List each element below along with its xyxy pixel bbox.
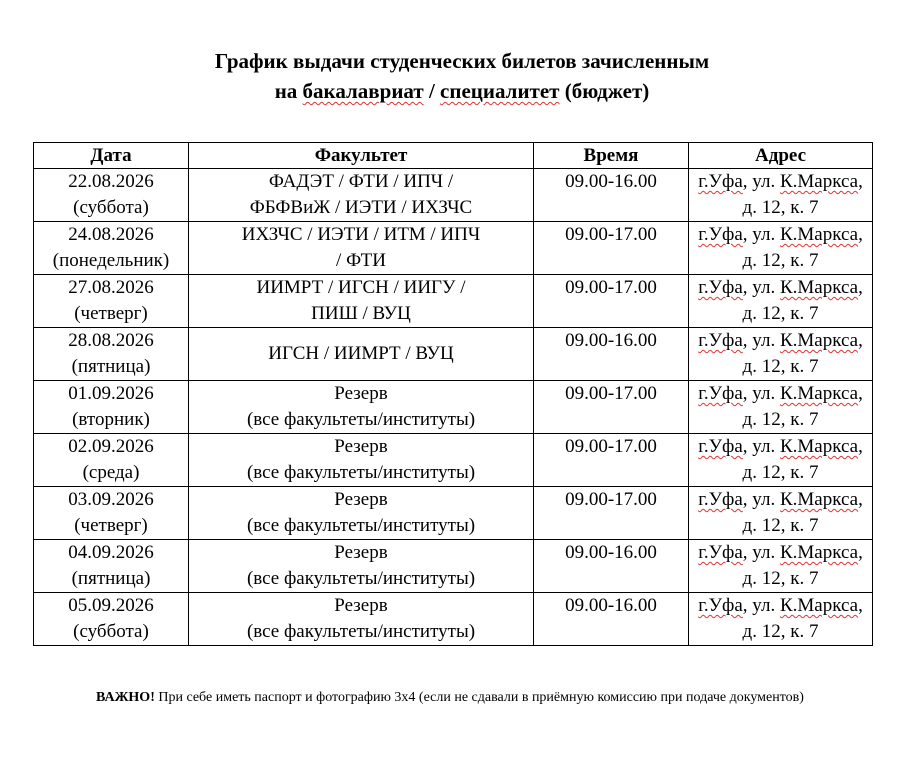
address-street-sep: , ул. [742, 277, 780, 298]
faculty-cell [189, 593, 534, 646]
address-street: К.Маркса [779, 436, 859, 457]
title-line-1: График выдачи студенческих билетов зачисленным [214, 49, 710, 73]
time-value: 09.00-16.00 [565, 595, 657, 616]
address-street-end: , [858, 330, 863, 351]
address-line-2: д. 12, к. 7 [742, 197, 819, 218]
address-street-sep: , ул. [742, 224, 780, 245]
faculty-line-1: Резерв [334, 436, 388, 457]
address-line-2: д. 12, к. 7 [742, 621, 819, 642]
address-line-2: д. 12, к. 7 [742, 303, 819, 324]
faculty-line-2: ФБФВиЖ / ИЭТИ / ИХЗЧС [249, 197, 473, 218]
address-line-1 [689, 540, 872, 566]
faculty-line-1: Резерв [334, 489, 388, 510]
table-header-row [34, 143, 873, 169]
address-line-1 [689, 434, 872, 460]
time-cell [534, 434, 689, 487]
address-street-end: , [858, 383, 863, 404]
faculty-line-1: ФАДЭТ / ФТИ / ИПЧ / [268, 171, 454, 192]
date-cell [34, 328, 189, 381]
address-cell [689, 169, 873, 222]
address-street-end: , [858, 595, 863, 616]
address-line-2: д. 12, к. 7 [742, 568, 819, 589]
date-cell [34, 487, 189, 540]
date-value: 28.08.2026 [68, 330, 154, 351]
date-cell [34, 275, 189, 328]
header-faculty: Факультет [189, 143, 534, 169]
faculty-line-1: Резерв [334, 542, 388, 563]
address-street: К.Маркса [779, 224, 859, 245]
faculty-line-1: ИГСН / ИИМРТ / ВУЦ [268, 343, 454, 364]
faculty-cell [189, 540, 534, 593]
faculty-line-1: ИИМРТ / ИГСН / ИИГУ / [256, 277, 466, 298]
table-row [34, 540, 873, 593]
date-value: 04.09.2026 [68, 542, 154, 563]
table-row [34, 487, 873, 540]
address-city: г.Уфа [698, 224, 743, 245]
address-street-end: , [858, 436, 863, 457]
address-cell [689, 328, 873, 381]
weekday-value: (понедельник) [52, 250, 170, 271]
table-row [34, 328, 873, 381]
weekday-value: (суббота) [73, 621, 149, 642]
time-value: 09.00-17.00 [565, 383, 657, 404]
faculty-line-2: (все факультеты/институты) [246, 515, 476, 536]
title-line-2 [0, 76, 924, 106]
faculty-cell [189, 381, 534, 434]
address-city: г.Уфа [698, 171, 743, 192]
date-value: 03.09.2026 [68, 489, 154, 510]
address-city: г.Уфа [698, 436, 743, 457]
time-cell [534, 540, 689, 593]
address-line-2: д. 12, к. 7 [742, 409, 819, 430]
date-value: 24.08.2026 [68, 224, 154, 245]
address-cell [689, 593, 873, 646]
table-row [34, 275, 873, 328]
address-cell [689, 487, 873, 540]
time-cell [534, 222, 689, 275]
table-row [34, 169, 873, 222]
date-value: 05.09.2026 [68, 595, 154, 616]
table-row [34, 381, 873, 434]
address-street-sep: , ул. [742, 171, 780, 192]
time-cell [534, 381, 689, 434]
title-line-2-suffix: (бюджет) [559, 79, 650, 103]
address-cell [689, 434, 873, 487]
faculty-cell [189, 169, 534, 222]
address-line-2: д. 12, к. 7 [742, 462, 819, 483]
date-cell [34, 540, 189, 593]
time-value: 09.00-16.00 [565, 542, 657, 563]
address-street-end: , [858, 171, 863, 192]
faculty-line-1: Резерв [334, 595, 388, 616]
faculty-line-2: ПИШ / ВУЦ [311, 303, 411, 324]
time-value: 09.00-17.00 [565, 277, 657, 298]
address-street-sep: , ул. [742, 330, 780, 351]
address-line-2: д. 12, к. 7 [742, 356, 819, 377]
schedule-table [33, 142, 873, 646]
table-row [34, 222, 873, 275]
address-street-end: , [858, 542, 863, 563]
table-row [34, 434, 873, 487]
table-row [34, 593, 873, 646]
date-value: 22.08.2026 [68, 171, 154, 192]
header-date: Дата [34, 143, 189, 169]
date-cell [34, 381, 189, 434]
address-street-sep: , ул. [742, 489, 780, 510]
weekday-value: (четверг) [74, 303, 148, 324]
faculty-line-2: (все факультеты/институты) [246, 462, 476, 483]
weekday-value: (суббота) [73, 197, 149, 218]
address-line-1 [689, 275, 872, 301]
faculty-line-2: / ФТИ [336, 250, 386, 271]
header-address: Адрес [689, 143, 873, 169]
document-title [0, 46, 924, 106]
address-line-1 [689, 328, 872, 354]
time-cell [534, 275, 689, 328]
address-line-1 [689, 381, 872, 407]
faculty-line-1: ИХЗЧС / ИЭТИ / ИТМ / ИПЧ [241, 224, 481, 245]
address-street: К.Маркса [779, 330, 859, 351]
address-line-1 [689, 169, 872, 195]
faculty-cell [189, 434, 534, 487]
time-cell [534, 169, 689, 222]
table-body [34, 169, 873, 646]
address-street-sep: , ул. [742, 595, 780, 616]
title-line-2-prefix: на [274, 79, 303, 103]
important-note [42, 687, 882, 709]
faculty-cell [189, 487, 534, 540]
time-cell [534, 328, 689, 381]
date-cell [34, 434, 189, 487]
time-value: 09.00-16.00 [565, 330, 657, 351]
address-street: К.Маркса [779, 383, 859, 404]
time-value: 09.00-17.00 [565, 436, 657, 457]
title-word-specialist: специалитет [440, 79, 560, 103]
time-cell [534, 593, 689, 646]
title-line-2-separator: / [423, 79, 441, 103]
note-label: ВАЖНО! [96, 690, 155, 705]
address-city: г.Уфа [698, 489, 743, 510]
weekday-value: (вторник) [72, 409, 150, 430]
address-city: г.Уфа [698, 277, 743, 298]
address-street: К.Маркса [779, 489, 859, 510]
weekday-value: (пятница) [71, 356, 151, 377]
date-cell [34, 593, 189, 646]
title-word-bachelor: бакалавриат [302, 79, 424, 103]
address-city: г.Уфа [698, 595, 743, 616]
address-cell [689, 381, 873, 434]
address-street-end: , [858, 489, 863, 510]
address-city: г.Уфа [698, 383, 743, 404]
faculty-line-2: (все факультеты/институты) [246, 621, 476, 642]
date-cell [34, 222, 189, 275]
note-text: При себе иметь паспорт и фотографию 3х4 (если не сдавали в приёмную комиссию при подаче документов) [154, 690, 804, 705]
faculty-line-2: (все факультеты/институты) [246, 409, 476, 430]
date-value: 02.09.2026 [68, 436, 154, 457]
date-cell [34, 169, 189, 222]
address-street-end: , [858, 277, 863, 298]
address-street-end: , [858, 224, 863, 245]
address-street-sep: , ул. [742, 383, 780, 404]
date-value: 01.09.2026 [68, 383, 154, 404]
address-line-1 [689, 222, 872, 248]
address-street-sep: , ул. [742, 542, 780, 563]
faculty-line-1: Резерв [334, 383, 388, 404]
faculty-cell [189, 222, 534, 275]
address-line-1 [689, 593, 872, 619]
address-cell [689, 222, 873, 275]
address-street: К.Маркса [779, 595, 859, 616]
weekday-value: (пятница) [71, 568, 151, 589]
address-city: г.Уфа [698, 330, 743, 351]
header-time: Время [534, 143, 689, 169]
address-line-2: д. 12, к. 7 [742, 515, 819, 536]
faculty-cell [189, 328, 534, 381]
address-street-sep: , ул. [742, 436, 780, 457]
address-street: К.Маркса [779, 542, 859, 563]
address-cell [689, 540, 873, 593]
address-city: г.Уфа [698, 542, 743, 563]
address-street: К.Маркса [779, 171, 859, 192]
address-line-2: д. 12, к. 7 [742, 250, 819, 271]
weekday-value: (четверг) [74, 515, 148, 536]
time-value: 09.00-17.00 [565, 224, 657, 245]
faculty-cell [189, 275, 534, 328]
time-value: 09.00-16.00 [565, 171, 657, 192]
time-value: 09.00-17.00 [565, 489, 657, 510]
weekday-value: (среда) [82, 462, 140, 483]
time-cell [534, 487, 689, 540]
address-line-1 [689, 487, 872, 513]
address-cell [689, 275, 873, 328]
faculty-line-2: (все факультеты/институты) [246, 568, 476, 589]
address-street: К.Маркса [779, 277, 859, 298]
date-value: 27.08.2026 [68, 277, 154, 298]
